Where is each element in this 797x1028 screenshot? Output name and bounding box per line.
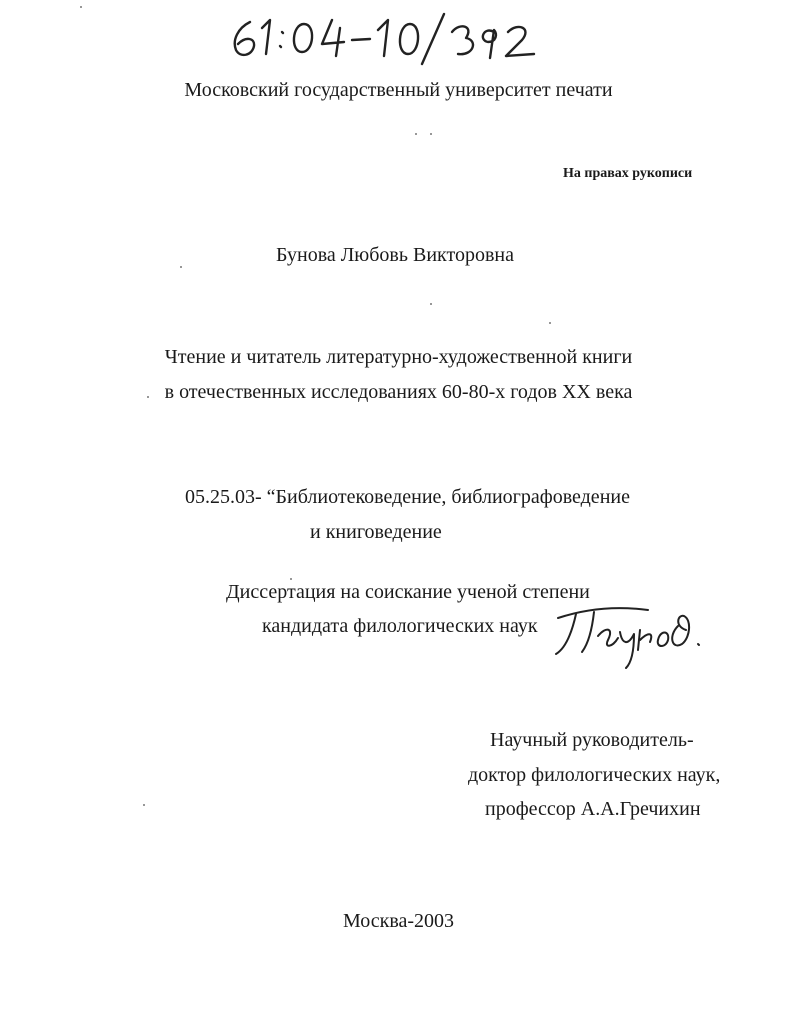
author-name: Бунова Любовь Викторовна <box>276 244 514 266</box>
scan-speck <box>180 266 182 268</box>
handwritten-signature <box>548 596 708 676</box>
supervisor-degree: доктор филологических наук, <box>468 764 721 786</box>
university-name: Московский государственный университет печати <box>184 79 613 101</box>
rights-note: На правах рукописи <box>563 166 693 181</box>
scan-speck <box>147 396 149 398</box>
dissertation-title-line-2: в отечественных исследованиях 60-80-х годов XX века <box>164 381 633 403</box>
scan-speck <box>143 804 145 806</box>
specialty-line-2: и книговедение <box>310 521 442 543</box>
degree-line-2: кандидата филологических наук <box>262 615 538 637</box>
scan-speck <box>430 133 432 135</box>
dissertation-title-line-1: Чтение и читатель литературно-художественной книги <box>164 346 633 368</box>
scan-speck <box>290 578 292 580</box>
supervisor-name: профессор А.А.Гречихин <box>485 798 701 820</box>
scan-speck <box>80 6 82 8</box>
supervisor-label: Научный руководитель- <box>490 729 694 751</box>
scan-speck <box>415 133 417 135</box>
city-year: Москва-2003 <box>342 910 455 932</box>
handwritten-catalog-number <box>228 10 558 70</box>
degree-line-1: Диссертация на соискание ученой степени <box>226 581 590 603</box>
scan-speck <box>430 303 432 305</box>
specialty-line-1: 05.25.03- “Библиотековедение, библиографоведение <box>185 486 630 508</box>
scan-speck <box>549 322 551 324</box>
